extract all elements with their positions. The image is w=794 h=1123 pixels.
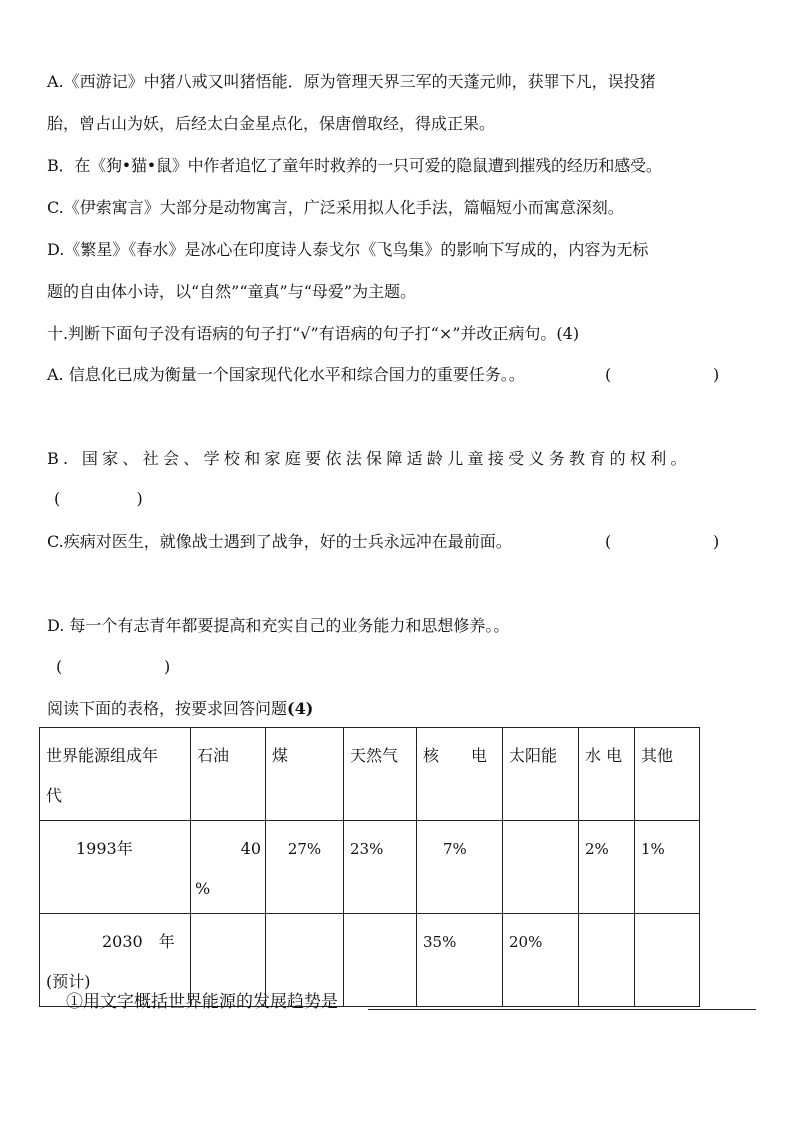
q10-sentence-d: D. 每一个有志青年都要提高和充实自己的业务能力和思想修养。。 bbox=[47, 616, 510, 635]
option-b: B．在《狗•猫•鼠》中作者追忆了童年时救养的一只可爱的隐鼠遭到摧残的经历和感受。 bbox=[47, 156, 662, 175]
q10-sentence-a: A. 信息化已成为衡量一个国家现代化水平和综合国力的重要任务。。 bbox=[47, 365, 525, 384]
question-10-title: 十.判断下面句子没有语病的句子打“√”有语病的句子打“×”并改正病句。(4) bbox=[47, 324, 580, 343]
header-row-label bbox=[40, 728, 191, 821]
table-row-1993 bbox=[40, 821, 700, 914]
option-d-line-2: 题的自由体小诗，以“自然”“童真”与“母爱”为主题。 bbox=[47, 282, 417, 301]
row-1993-solar bbox=[503, 821, 579, 914]
option-d-line-1: D.《繁星》《春水》是冰心在印度诗人泰戈尔《飞鸟集》的影响下写成的，内容为无标 bbox=[47, 240, 649, 259]
header-coal: 煤 bbox=[266, 728, 344, 821]
row-2030-gas bbox=[344, 914, 417, 1007]
table-intro-score: (4) bbox=[287, 699, 314, 718]
row-2030-other bbox=[635, 914, 700, 1007]
q10-sentence-c: C.疾病对医生，就像战士遇到了战争，好的士兵永远冲在最前面。 bbox=[47, 532, 512, 551]
header-gas: 天然气 bbox=[344, 728, 417, 821]
option-a-line-1: A.《西游记》中猪八戒又叫猪悟能．原为管理天界三军的天蓬元帅，获罪下凡，误投猪 bbox=[47, 72, 656, 91]
q10-answer-d[interactable]: ( ) bbox=[56, 657, 171, 676]
row-1993-nuclear: 7% bbox=[417, 821, 503, 914]
row-1993-oil-percent: % bbox=[195, 879, 211, 898]
q10-sentence-b: B. 国家、社会、学校和家庭要依法保障适龄儿童接受义务教育的权利。 bbox=[47, 449, 691, 468]
row-1993-other: 1% bbox=[635, 821, 700, 914]
row-1993-hydro: 2% bbox=[579, 821, 635, 914]
row-1993-label: 1993年 bbox=[40, 821, 191, 914]
option-c: C.《伊索寓言》大部分是动物寓言，广泛采用拟人化手法，篇幅短小而寓意深刻。 bbox=[47, 198, 624, 217]
header-other: 其他 bbox=[635, 728, 700, 821]
row-2030-nuclear: 35% bbox=[417, 914, 503, 1007]
row-2030-hydro bbox=[579, 914, 635, 1007]
answer-blank-line[interactable] bbox=[368, 1009, 756, 1010]
header-oil: 石油 bbox=[191, 728, 266, 821]
table-question-intro bbox=[47, 699, 313, 719]
header-nuclear: 核 电 bbox=[417, 728, 503, 821]
header-row-label-line-1: 世界能源组成年 bbox=[46, 746, 159, 765]
header-hydro: 水 电 bbox=[579, 728, 635, 821]
row-1993-oil bbox=[191, 821, 266, 914]
q10-answer-c[interactable]: ( ) bbox=[605, 532, 720, 551]
row-2030-label-line-2: (预计) bbox=[46, 972, 91, 991]
row-1993-oil-number: 40 bbox=[240, 839, 261, 858]
row-1993-coal: 27% bbox=[266, 821, 344, 914]
header-row-label-line-2: 代 bbox=[46, 786, 63, 805]
table-header-row bbox=[40, 728, 700, 821]
row-2030-label-line-1: 2030 年 bbox=[102, 932, 175, 951]
option-a-line-2: 胎，曾占山为妖，后经太白金星点化，保唐僧取经，得成正果。 bbox=[47, 114, 496, 133]
row-1993-gas: 23% bbox=[344, 821, 417, 914]
table-intro-text: 阅读下面的表格，按要求回答问题 bbox=[47, 699, 288, 718]
row-2030-solar: 20% bbox=[503, 914, 579, 1007]
header-solar: 太阳能 bbox=[503, 728, 579, 821]
energy-table bbox=[39, 727, 700, 1007]
table-question-1: ①用文字概括世界能源的发展趋势是 bbox=[66, 992, 338, 1012]
q10-answer-a[interactable]: ( ) bbox=[605, 365, 720, 384]
q10-answer-b[interactable]: ( ) bbox=[54, 489, 143, 508]
